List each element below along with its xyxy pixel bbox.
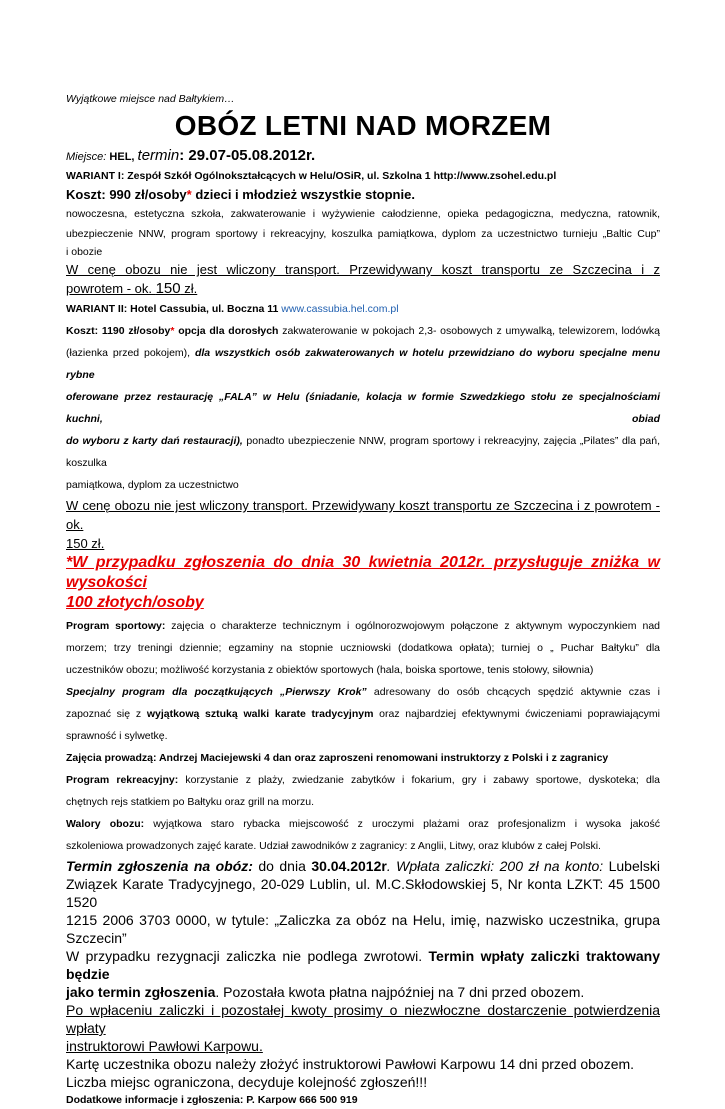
variant1-cost: Koszt: 990 zł/osoby* dzieci i młodzież wszystkie stopnie. <box>66 187 415 202</box>
confirm-1: Po wpłaceniu zaliczki i pozostałej kwoty prosimy o niezwłoczne dostarczenie potwierdzenia wpłaty <box>66 1002 660 1036</box>
sport-program-3: uczestników obozu; możliwość korzystania z obiektów sportowych (hala, boiska sportowe, tenis stołowy, siłownia) <box>66 664 594 676</box>
refund-2: jako termin zgłoszenia. Pozostała kwota płatna najpóźniej na 7 dni przed obozem. <box>66 984 585 1000</box>
variant2-heading: WARIANT II: Hotel Cassubia, ul. Boczna 11 www.cassubia.hel.com.pl <box>66 303 399 315</box>
special-program-2: zapoznać się z wyjątkową sztuką walki karate tradycyjnym oraz najbardziej efektywnymi ćwiczeniami poprawiającymi <box>66 708 660 720</box>
place-label: Miejsce <box>66 151 104 163</box>
variant2-desc-5: pamiątkowa, dyplom za uczestnictwo <box>66 479 239 491</box>
place-value: HEL, <box>109 151 135 163</box>
confirm-2: instruktorowi Pawłowi Karpowu. <box>66 1038 263 1054</box>
discount-line-1: *W przypadku zgłoszenia do dnia 30 kwietnia 2012r. przysługuje zniżka w wysokości <box>66 554 660 591</box>
advantages-2: szkoleniowa prowadzonych zajęć karate. Udział zawodników z zagranicy: z Anglii, Litwy, oraz klubów z całej Polski. <box>66 840 601 852</box>
registration-2: Związek Karate Tradycyjnego, 20-029 Lublin, ul. M.C.Skłodowskiej 5, Nr konta LZKT: 45 1500 1520 <box>66 876 660 910</box>
variant1-desc-3: i obozie <box>66 246 103 258</box>
variant2-transport-2: 150 zł. <box>66 536 105 551</box>
registration-4: Szczecin” <box>66 930 127 946</box>
contact-line: Dodatkowe informacje i zgłoszenia: P. Karpow 666 500 919 <box>66 1094 358 1106</box>
variant2-desc-3: oferowane przez restaurację „FALA” w Helu (śniadanie, kolacja w formie Szwedzkiego stołu ze specjalnościami kuchni, obiad <box>66 391 660 425</box>
sport-program-2: morzem; trzy treningi dziennie; egzaminy na stopnie uczniowski (dodatkowa opłata); turniej o „ Puchar Bałtyku” dla <box>66 642 660 654</box>
variant1-desc-1: nowoczesna, estetyczna szkoła, zakwaterowanie i wyżywienie całodzienne, opieka pedagogiczna, medyczna, ratownik, <box>66 208 660 220</box>
card-line: Kartę uczestnika obozu należy złożyć instruktorowi Pawłowi Karpowu 14 dni przed obozem. <box>66 1056 635 1072</box>
sport-program-1: Program sportowy: zajęcia o charakterze technicznym i ogólnorozwojowym połączone z aktywnym wypoczynkiem nad <box>66 620 660 632</box>
term-value: 29.07-05.08.2012r. <box>188 147 316 164</box>
document-page <box>66 92 660 1109</box>
variant2-link[interactable]: www.cassubia.hel.com.pl <box>281 303 399 315</box>
place-line: Miejsce: HEL, termin: 29.07-05.08.2012r. <box>66 147 316 164</box>
variant2-cost: Koszt: 1190 zł/osoby* opcja dla dorosłych zakwaterowanie w pokojach 2,3- osobowych z umywalką, telewizorem, lodówką <box>66 325 661 337</box>
variant1-heading: WARIANT I: Zespół Szkół Ogólnokształcących w Helu/OSiR, ul. Szkolna 1 http://www.zsohel.edu.pl <box>66 170 557 182</box>
advantages-1: Walory obozu: wyjątkowa staro rybacka miejscowość z uroczymi plażami oraz profesjonalizm i wysoka jakość <box>66 818 661 830</box>
variant1-link[interactable]: http://www.zsohel.edu.pl <box>433 170 557 182</box>
term-label: termin <box>137 147 180 164</box>
recreation-2: chętnych rejs statkiem po Bałtyku oraz grill na morzu. <box>66 796 315 808</box>
recreation-1: Program rekreacyjny: korzystanie z plaży, zwiedzanie zabytków i fokarium, gry i zabawy sportowe, dyskoteka; dla <box>66 774 660 786</box>
variant2-desc-4: do wyboru z karty dań restauracji), ponadto ubezpieczenie NNW, program sportowy i rekreacyjny, zajęcia „Pilates” dla pań, koszulka <box>66 435 661 469</box>
instructors-line: Zajęcia prowadzą: Andrzej Maciejewski 4 dan oraz zaproszeni renomowani instruktorzy z Polski i z zagranicy <box>66 752 609 764</box>
variant2-transport-1: W cenę obozu nie jest wliczony transport. Przewidywany koszt transportu ze Szczecina i z powrotem - ok. <box>66 498 660 532</box>
tagline: Wyjątkowe miejsce nad Bałtykiem… <box>66 93 235 105</box>
special-program-1: Specjalny program dla początkujących „Pierwszy Krok” adresowany do osób chcących spędzić aktywnie czas i <box>66 686 660 698</box>
registration-1: Termin zgłoszenia na obóz: do dnia 30.04.2012r. Wpłata zaliczki: 200 zł na konto: Lubelski <box>66 858 660 874</box>
refund-1: W przypadku rezygnacji zaliczka nie podlega zwrotowi. Termin wpłaty zaliczki traktowany będzie <box>66 948 660 982</box>
special-program-3: sprawność i sylwetkę. <box>66 730 168 742</box>
variant1-transport-1: W cenę obozu nie jest wliczony transport. Przewidywany koszt transportu ze Szczecina i z <box>66 262 660 277</box>
variant2-desc-2: (łazienka przed pokojem), dla wszystkich osób zakwaterowanych w hotelu przewidziano do wyboru specjalne menu rybne <box>66 347 660 381</box>
discount-line-2: 100 złotych/osoby <box>66 594 204 611</box>
limited-line: Liczba miejsc ograniczona, decyduje kolejność zgłoszeń!!! <box>66 1074 428 1090</box>
page-title: OBÓZ LETNI NAD MORZEM <box>174 110 552 141</box>
variant1-transport-2: powrotem - ok. 150 zł. <box>66 280 198 297</box>
registration-3: 1215 2006 3703 0000, w tytule: „Zaliczka za obóz na Helu, imię, nazwisko uczestnika, grupa <box>66 912 660 928</box>
variant1-desc-2: ubezpieczenie NNW, program sportowy i rekreacyjny, koszulka pamiątkowa, dyplom za uczestnictwo turnieju „Baltic Cup” <box>66 228 660 240</box>
